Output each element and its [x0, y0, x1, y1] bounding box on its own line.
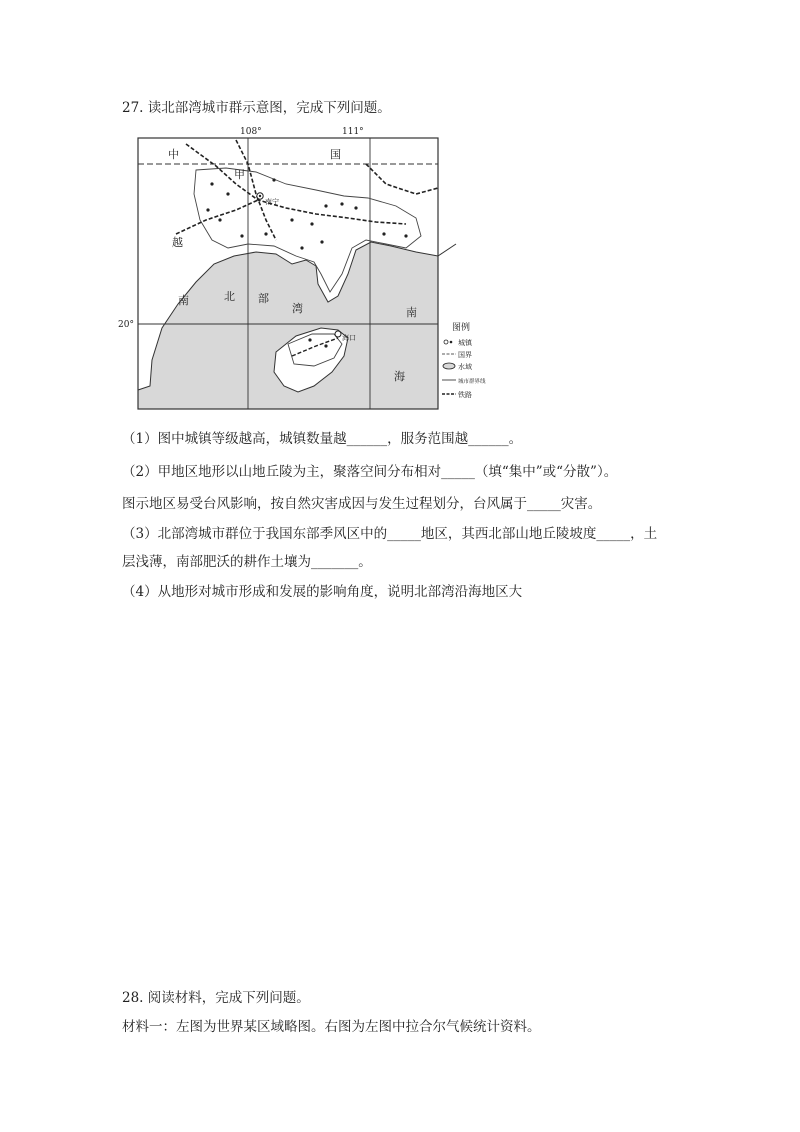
beibu-gulf-map: [116, 124, 516, 416]
label-nanning: 南宁: [265, 198, 279, 206]
q28-material-1: 材料一：左图为世界某区域略图。右图为左图中拉合尔气候统计资料。: [122, 1019, 541, 1035]
label-bu: 部: [258, 292, 269, 305]
lon-label-111: 111°: [342, 127, 364, 137]
q27-part-2: （2）甲地区地形以山地丘陵为主，聚落空间分布相对_____（填“集中”或“分散”）。: [122, 464, 618, 480]
legend-border: 国界: [458, 351, 472, 359]
haikou-marker: [335, 331, 341, 337]
label-zhong: 中: [168, 148, 179, 161]
q27-part-3-cont: 层浅薄，南部肥沃的耕作土壤为_______。: [122, 554, 372, 570]
q27-part-1: （1）图中城镇等级越高，城镇数量越______，服务范围越______。: [122, 431, 523, 447]
land-strip-east: [438, 138, 456, 256]
question-27-title: 27. 读北部湾城市群示意图，完成下列问题。: [122, 100, 391, 116]
legend-cluster-boundary: 城市群界线: [458, 379, 486, 385]
label-guo: 国: [330, 148, 341, 161]
label-nan: 南: [178, 294, 189, 307]
lon-label-108: 108°: [240, 127, 262, 137]
label-bei: 北: [224, 290, 235, 303]
label-jia: 甲: [234, 168, 245, 181]
map-legend: [442, 321, 486, 399]
legend-town: 城镇: [458, 339, 472, 347]
q27-part-4: （4）从地形对城市形成和发展的影响角度，说明北部湾沿海地区大: [122, 584, 523, 600]
q27-part-3: （3）北部湾城市群位于我国东部季风区中的_____地区，其西北部山地丘陵坡度_____，土: [122, 526, 658, 542]
label-haikou: 海口: [342, 334, 356, 342]
legend-title: 图例: [452, 323, 471, 333]
label-wan: 湾: [292, 302, 303, 315]
label-yue: 越: [172, 236, 183, 249]
legend-railway: 铁路: [458, 391, 472, 399]
label-nan-hai-2: 海: [394, 370, 405, 383]
question-28-title: 28. 阅读材料，完成下列问题。: [122, 990, 310, 1006]
q27-part-2-cont: 图示地区易受台风影响，按自然灾害成因与发生过程划分，台风属于_____灾害。: [122, 496, 602, 512]
label-nan-hai-1: 南: [406, 306, 417, 319]
legend-water: 水域: [458, 363, 472, 371]
lat-label-20: 20°: [118, 320, 134, 330]
